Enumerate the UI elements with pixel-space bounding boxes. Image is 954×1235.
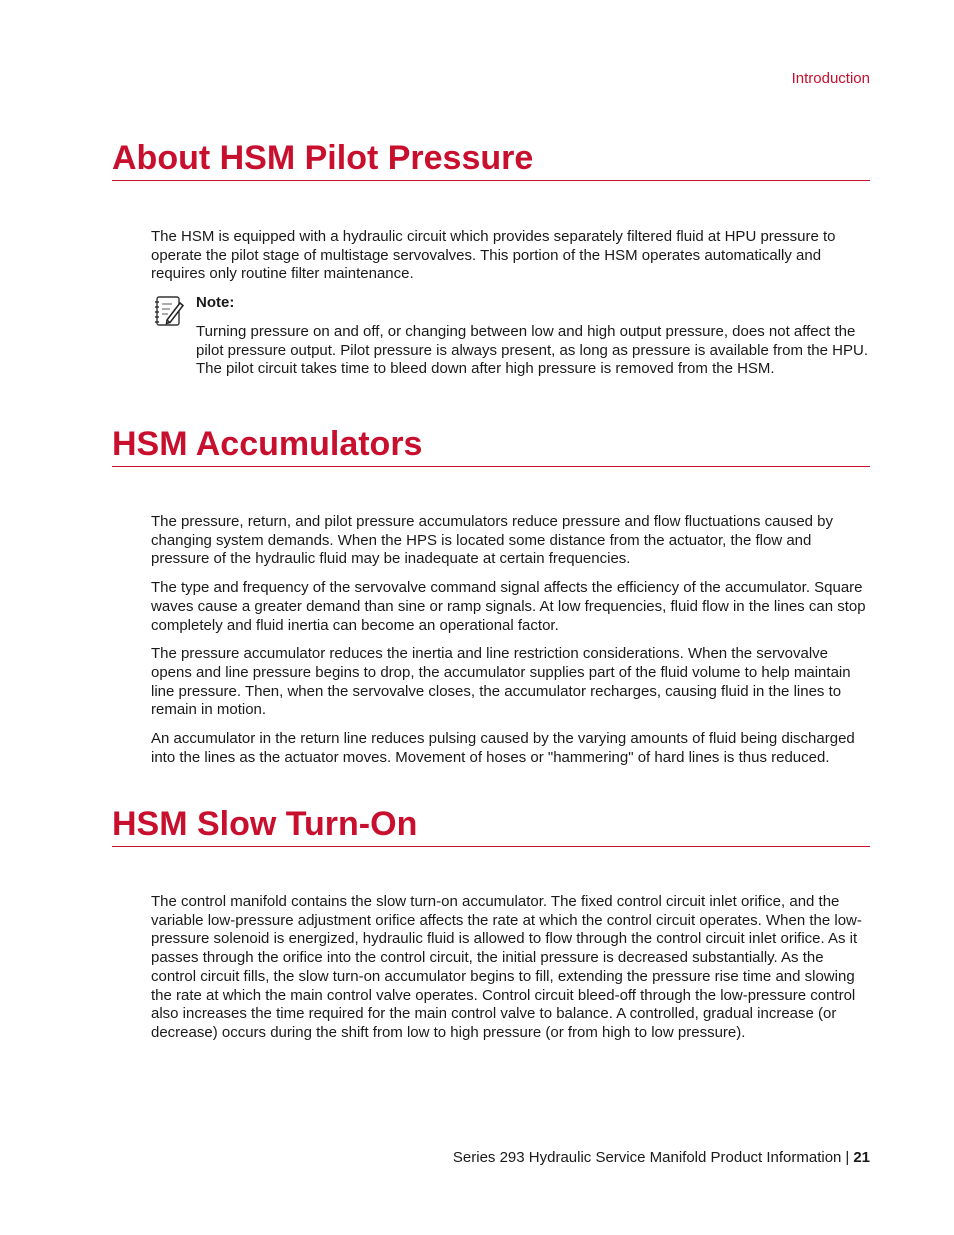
footer-separator: | bbox=[845, 1149, 850, 1166]
section-accumulators bbox=[112, 424, 870, 777]
running-footer bbox=[453, 1149, 870, 1166]
page-number: 21 bbox=[853, 1149, 870, 1166]
section-slow-turn-on bbox=[112, 804, 870, 1053]
footer-doc-title: Series 293 Hydraulic Service Manifold Product Information bbox=[452, 1149, 842, 1166]
paragraph: The pressure, return, and pilot pressure accumulators reduce pressure and flow fluctuations caused by changing system demands. When the HPS is located some distance from the actuator, the flow and pressure of the hydraulic fluid may be inadequate at certain frequencies. bbox=[151, 513, 834, 568]
section-body bbox=[151, 513, 870, 767]
running-header bbox=[792, 70, 870, 87]
section-pilot-pressure bbox=[112, 138, 870, 389]
section-heading: HSM Accumulators bbox=[112, 424, 870, 467]
paragraph: The control manifold contains the slow turn-on accumulator. The fixed control circuit inlet orifice, and the variable low-pressure adjustment orifice affects the rate at which the control circuit operates. When the low-pressure solenoid is energized, hydraulic fluid is allowed to flow through the control circuit inlet orifice. As it passes through the orifice into the control circuit, the initial pressure is decreased substantially. As the control circuit fills, the slow turn-on accumulator begins to fill, extending the pressure rise time and slowing the rate at which the main control valve operates. Control circuit bleed-off through the low-pressure control also increases the time required for the main control valve to balance. A controlled, gradual increase (or decrease) occurs during the shift from low to high pressure (or from high to low pressure). bbox=[151, 893, 862, 1041]
section-heading: HSM Slow Turn-On bbox=[112, 804, 870, 847]
header-section-label: Introduction bbox=[791, 70, 870, 87]
paragraph: The HSM is equipped with a hydraulic circuit which provides separately filtered fluid at HPU pressure to operate the pilot stage of multistage servovalves. This portion of the HSM operates automatically and requires only routine filter maintenance. bbox=[151, 228, 836, 283]
section-body bbox=[151, 228, 870, 379]
note-callout bbox=[151, 294, 870, 379]
paragraph: The pressure accumulator reduces the inertia and line restriction considerations. When the servovalve opens and line pressure begins to drop, the accumulator supplies part of the fluid volume to help maintain line pressure. Then, when the servovalve closes, the accumulator recharges, causing fluid in the lines to remain in motion. bbox=[151, 645, 851, 719]
note-text: Turning pressure on and off, or changing between low and high output pressure, does not affect the pilot pressure output. Pilot pressure is always present, as long as pressure is available from the HPU. The pilot circuit takes time to bleed down after high pressure is removed from the HSM. bbox=[196, 322, 868, 378]
note-pencil-icon bbox=[153, 294, 185, 328]
paragraph: The type and frequency of the servovalve command signal affects the efficiency of the accumulator. Square waves cause a greater demand than sine or ramp signals. At low frequencies, fluid flow in the lines can stop completely and fluid inertia can become an operational factor. bbox=[151, 579, 866, 634]
section-body bbox=[151, 893, 870, 1043]
note-title: Note: bbox=[196, 294, 235, 312]
paragraph: An accumulator in the return line reduces pulsing caused by the varying amounts of fluid being discharged into the lines as the actuator moves. Movement of hoses or "hammering" of hard lines is thus reduced. bbox=[151, 730, 855, 766]
section-heading: About HSM Pilot Pressure bbox=[112, 138, 870, 181]
